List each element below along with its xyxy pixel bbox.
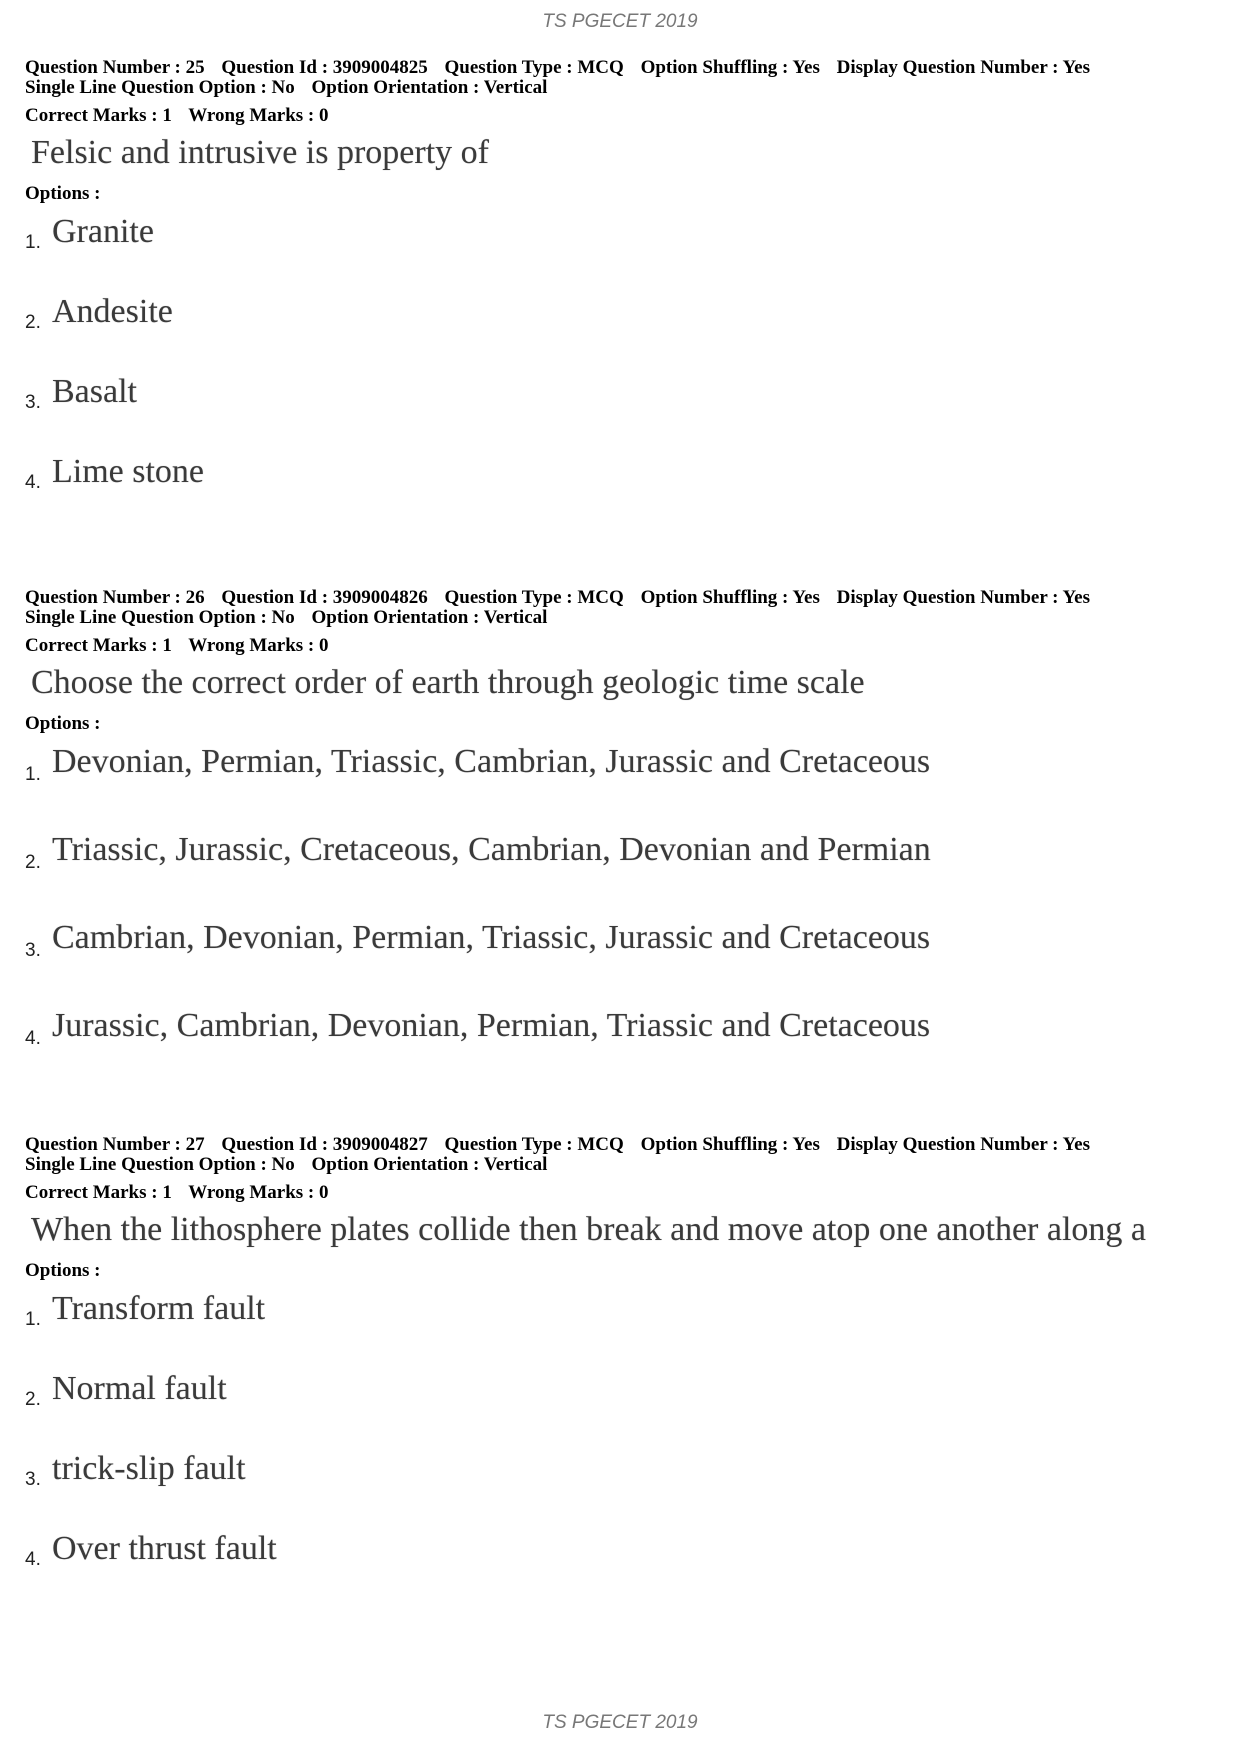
option-number: 1.: [25, 1309, 41, 1330]
wrong-marks: Wrong Marks : 0: [188, 105, 329, 126]
question-id: Question Id : 3909004826: [221, 587, 428, 608]
question-block: [25, 58, 1215, 532]
option-text: trick-slip fault: [52, 1450, 246, 1487]
option-shuffling: Option Shuffling : Yes: [640, 1134, 820, 1155]
option-item: [25, 1529, 1215, 1609]
question-text: When the lithosphere plates collide then break and move atop one another along a: [31, 1211, 1146, 1248]
wrong-marks: Wrong Marks : 0: [188, 635, 329, 656]
question-type: Question Type : MCQ: [444, 1134, 624, 1155]
question-number: Question Number : 27: [25, 1134, 205, 1155]
option-number: 2.: [25, 852, 41, 873]
option-text: Devonian, Permian, Triassic, Cambrian, Jurassic and Cretaceous: [52, 743, 931, 780]
options-label: Options :: [25, 183, 101, 204]
question-text: Felsic and intrusive is property of: [31, 134, 489, 171]
option-number: 4.: [25, 1028, 41, 1049]
page-footer: TS PGECET 2019: [542, 1712, 698, 1733]
option-item: [25, 742, 1215, 830]
option-item: [25, 1369, 1215, 1449]
option-text: Andesite: [52, 293, 173, 330]
option-item: [25, 452, 1215, 532]
question-meta-line-2: [25, 608, 1215, 628]
option-shuffling: Option Shuffling : Yes: [640, 587, 820, 608]
question-meta-line-2: [25, 1155, 1215, 1175]
single-line-option: Single Line Question Option : No: [25, 77, 295, 98]
options-label: Options :: [25, 1260, 101, 1281]
question-id: Question Id : 3909004825: [221, 57, 428, 78]
marks-line: [25, 106, 1215, 126]
question-type: Question Type : MCQ: [444, 587, 624, 608]
correct-marks: Correct Marks : 1: [25, 1182, 172, 1203]
question-meta-line-1: [25, 58, 1215, 78]
option-item: [25, 212, 1215, 292]
option-number: 1.: [25, 232, 41, 253]
question-type: Question Type : MCQ: [444, 57, 624, 78]
option-text: Lime stone: [52, 453, 205, 490]
option-item: [25, 1449, 1215, 1529]
correct-marks: Correct Marks : 1: [25, 635, 172, 656]
option-list: [25, 1289, 1215, 1609]
question-meta-line-1: [25, 1135, 1215, 1155]
marks-line: [25, 636, 1215, 656]
option-number: 1.: [25, 764, 41, 785]
option-text: Cambrian, Devonian, Permian, Triassic, Jurassic and Cretaceous: [52, 919, 931, 956]
option-number: 3.: [25, 940, 41, 961]
option-text: Jurassic, Cambrian, Devonian, Permian, Triassic and Cretaceous: [52, 1007, 931, 1044]
correct-marks: Correct Marks : 1: [25, 105, 172, 126]
question-text: Choose the correct order of earth through geologic time scale: [31, 664, 865, 701]
question-meta-line-2: [25, 78, 1215, 98]
option-list: [25, 212, 1215, 532]
option-text: Granite: [52, 213, 154, 250]
option-text: Normal fault: [52, 1370, 227, 1407]
wrong-marks: Wrong Marks : 0: [188, 1182, 329, 1203]
question-block: [25, 588, 1215, 1094]
option-text: Transform fault: [52, 1290, 266, 1327]
option-number: 4.: [25, 1549, 41, 1570]
display-question-number: Display Question Number : Yes: [836, 57, 1090, 78]
option-item: [25, 372, 1215, 452]
option-orientation: Option Orientation : Vertical: [311, 607, 548, 628]
single-line-option: Single Line Question Option : No: [25, 607, 295, 628]
option-text: Triassic, Jurassic, Cretaceous, Cambrian, Devonian and Permian: [52, 831, 931, 868]
display-question-number: Display Question Number : Yes: [836, 587, 1090, 608]
question-id: Question Id : 3909004827: [221, 1134, 428, 1155]
option-text: Basalt: [52, 373, 137, 410]
question-meta-line-1: [25, 588, 1215, 608]
option-item: [25, 1006, 1215, 1094]
display-question-number: Display Question Number : Yes: [836, 1134, 1090, 1155]
option-number: 2.: [25, 1389, 41, 1410]
option-number: 3.: [25, 1469, 41, 1490]
option-number: 4.: [25, 472, 41, 493]
question-block: [25, 1135, 1215, 1609]
option-item: [25, 830, 1215, 918]
option-number: 3.: [25, 392, 41, 413]
option-number: 2.: [25, 312, 41, 333]
marks-line: [25, 1183, 1215, 1203]
option-text: Over thrust fault: [52, 1530, 277, 1567]
option-shuffling: Option Shuffling : Yes: [640, 57, 820, 78]
option-item: [25, 1289, 1215, 1369]
option-orientation: Option Orientation : Vertical: [311, 77, 548, 98]
option-list: [25, 742, 1215, 1094]
option-item: [25, 292, 1215, 372]
option-item: [25, 918, 1215, 1006]
page-header: TS PGECET 2019: [542, 11, 698, 32]
question-number: Question Number : 26: [25, 587, 205, 608]
options-label: Options :: [25, 713, 101, 734]
question-number: Question Number : 25: [25, 57, 205, 78]
single-line-option: Single Line Question Option : No: [25, 1154, 295, 1175]
option-orientation: Option Orientation : Vertical: [311, 1154, 548, 1175]
